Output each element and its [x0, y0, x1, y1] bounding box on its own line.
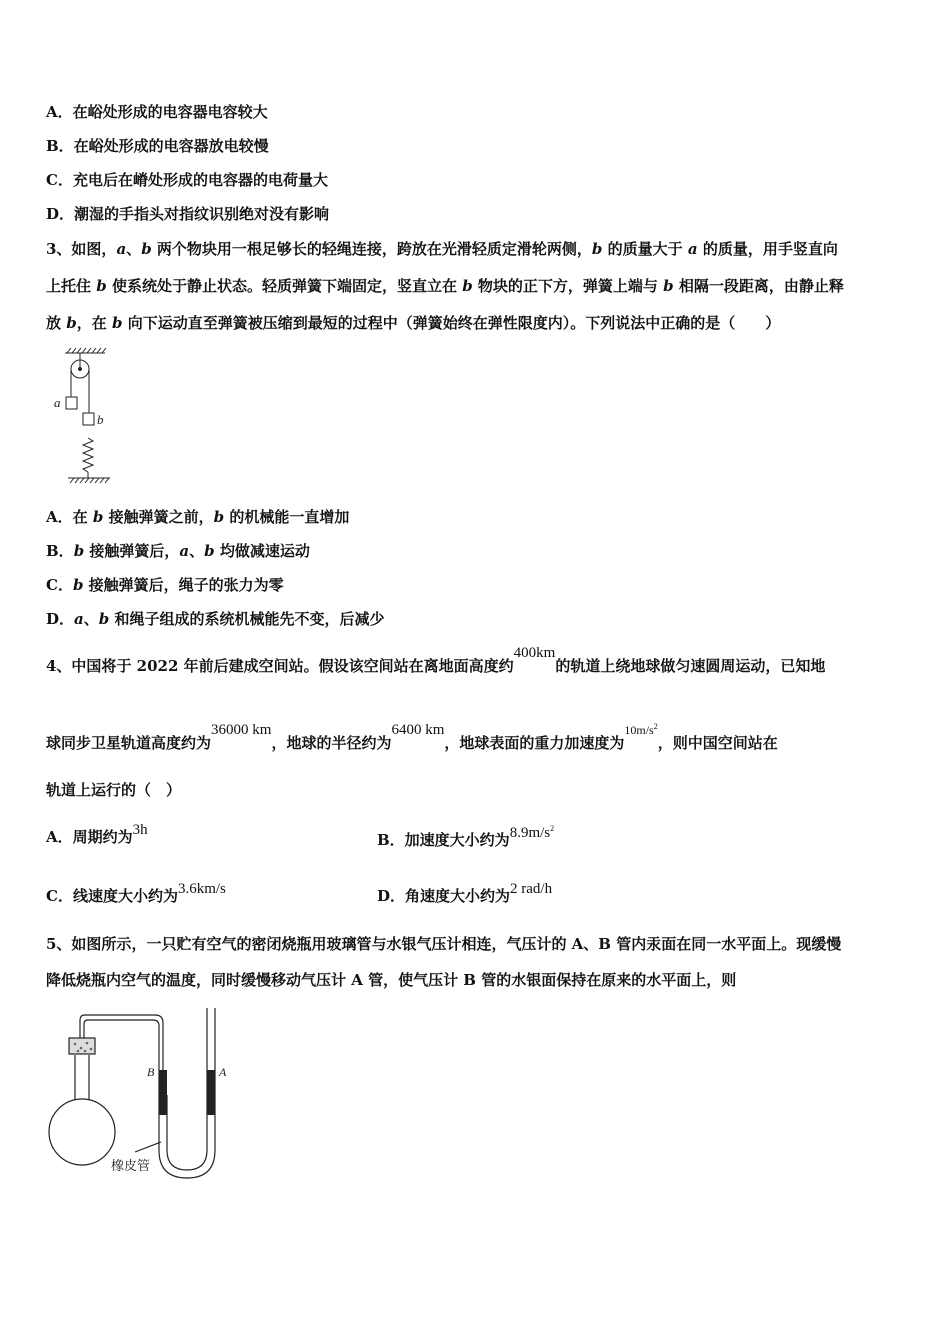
- q2-option-c: C．充电后在嵴处形成的电容器的电荷量大: [46, 171, 328, 189]
- q4-stem-line-3: 轨道上运行的（ ）: [46, 781, 182, 799]
- q5-stem-line-1: 5、如图所示，一只贮有空气的密闭烧瓶用玻璃管与水银气压计相连，气压计的 A、B 管内汞面在同一水平面上。现缓慢: [46, 935, 842, 953]
- q3-option-d: D．a、b 和绳子组成的系统机械能先不变，后减少: [46, 610, 385, 628]
- block-a: [66, 397, 77, 409]
- mercury-column-b: [159, 1070, 167, 1115]
- q4-option-a: A．周期约为3h: [46, 822, 148, 846]
- floor-hatch: [70, 478, 109, 483]
- q3-option-a: A．在 b 接触弹簧之前，b 的机械能一直增加: [46, 508, 350, 526]
- label-b: b: [97, 412, 104, 427]
- q4-gravity-g: 10m/s2: [624, 722, 658, 737]
- q4-stem-line-2: 球同步卫星轨道高度约为36000 km，地球的半径约为6400 km，地球表面的重力加速度为$^{10m/s^2}$，则中国空间站在: [46, 722, 778, 752]
- label-a: A: [219, 1065, 227, 1079]
- q4-height-400: 400km: [513, 645, 556, 661]
- flask-bulb: [49, 1099, 115, 1165]
- q3-stem-line-3: 放 b，在 b 向下运动直至弹簧被压缩到最短的过程中（弹簧始终在弹性限度内）。下列说法中正确的是（ ）: [46, 314, 781, 332]
- q3-stem-line-1: 3、如图，a、b 两个物块用一根足够长的轻绳连接，跨放在光滑轻质定滑轮两侧，b 的质量大于 a 的质量，用手竖直向: [46, 240, 838, 258]
- q5-stem-line-2: 降低烧瓶内空气的温度，同时缓慢移动气压计 A 管，使气压计 B 管的水银面保持在原来的水平面上，则: [46, 971, 737, 989]
- q2-option-d: D．潮湿的手指头对指纹识别绝对没有影响: [46, 205, 330, 223]
- q2-option-a: A．在峪处形成的电容器电容较大: [46, 103, 268, 121]
- q4-height-36000: 36000 km: [211, 722, 272, 738]
- stopper: [69, 1038, 95, 1054]
- mercury-column-a: [207, 1070, 215, 1115]
- label-rubber-tube: 橡皮管: [111, 1158, 151, 1173]
- q3-pulley-figure: [50, 345, 120, 490]
- glass-tube-inner: [84, 1020, 159, 1095]
- block-b: [83, 413, 94, 425]
- q3-option-c: C．b 接触弹簧后，绳子的张力为零: [46, 576, 284, 594]
- q3-option-b: B．b 接触弹簧后，a、b 均做减速运动: [46, 542, 310, 560]
- spring: [83, 438, 93, 472]
- label-a: a: [54, 395, 61, 410]
- glass-tube-outer: [80, 1015, 163, 1095]
- ceiling-hatch: [67, 348, 106, 353]
- q4-option-b: B．加速度大小约为$8.9m/s^2$: [377, 824, 555, 849]
- q4-option-c: C．线速度大小约为3.6km/s: [46, 881, 226, 905]
- q4-stem-line-1: 4、中国将于 2022 年前后建成空间站。假设该空间站在离地面高度约400km的轨道上绕地球做匀速圆周运动，已知地: [46, 645, 826, 675]
- q2-option-b: B．在峪处形成的电容器放电较慢: [46, 137, 269, 155]
- q4-radius-6400: 6400 km: [391, 722, 445, 738]
- q4-option-d: D．角速度大小约为2 rad/h: [377, 881, 553, 905]
- q5-flask-manometer-figure: [45, 1000, 235, 1190]
- q3-stem-line-2: 上托住 b 使系统处于静止状态。轻质弹簧下端固定，竖直立在 b 物块的正下方，弹簧上端与 b 相隔一段距离，由静止释: [46, 277, 844, 295]
- rubber-tube-inner: [167, 1008, 207, 1170]
- label-b: B: [147, 1065, 155, 1079]
